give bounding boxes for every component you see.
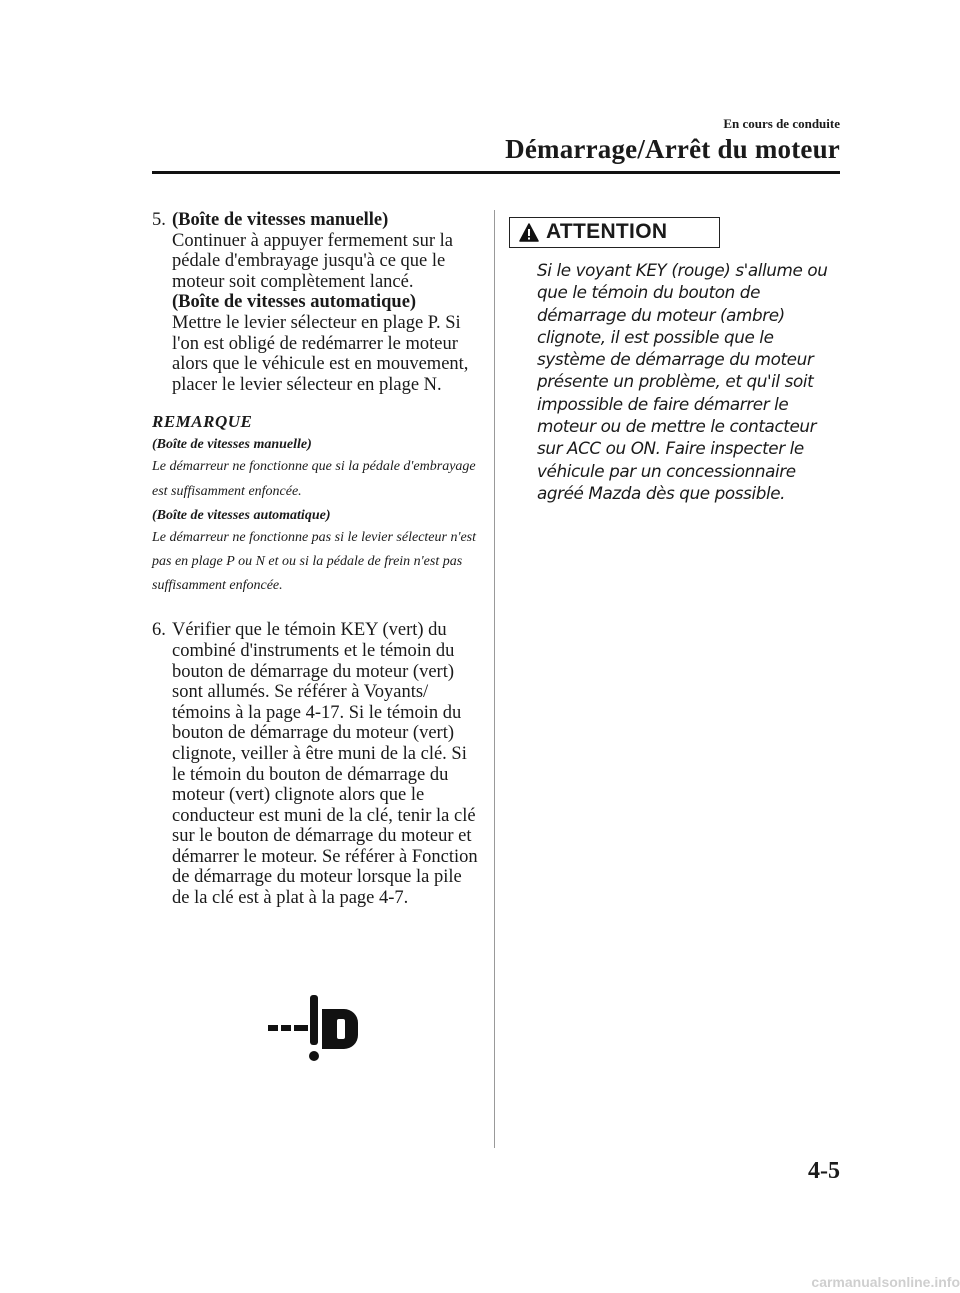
left-column <box>152 210 478 929</box>
warning-triangle-icon <box>519 223 539 242</box>
note-title: REMARQUE <box>152 412 253 432</box>
step-text: Vérifier que le témoin KEY (vert) du combiné d'instruments et le témoin du bouton de démarrage du moteur (vert) sont allumés. Se référer à Voyants/ témoins à la page 4-17. Si le témoin du bouton de démarrage du moteur (vert) clignote, veiller à être muni de la clé. Si le témoin du bouton de démarrage du moteur (vert) clignote alors que le conducteur est muni de la clé, tenir la clé sur le bouton de démarrage du moteur et démarrer le moteur. Se référer à Fonction de démarrage du moteur lorsque la pile de la clé est à plat à la page 4-7. <box>172 620 478 909</box>
step-text-auto: Mettre le levier sélecteur en plage P. Si l'on est obligé de redémarrer le moteur alors que le véhicule est en mouvement, placer le levier sélecteur en plage N. <box>172 312 469 395</box>
attention-text: Si le voyant KEY (rouge) s'allume ou que le témoin du bouton de démarrage du moteur (ambre) clignote, il est possible que le système de démarrage du moteur présente un problème, et qu'il soit impossible de faire démarrer le moteur ou de mettre le contacteur sur ACC ou ON. Faire inspecter le véhicule par un concessionnaire agréé Mazda dès que possible. <box>537 260 828 503</box>
note-heading-manual: (Boîte de vitesses manuelle) <box>152 437 312 453</box>
attention-label: ATTENTION <box>546 220 668 243</box>
page-number: 4-5 <box>808 1158 840 1184</box>
watermark: carmanualsonline.info <box>811 1274 960 1290</box>
step-text-manual: Continuer à appuyer fermement sur la pédale d'embrayage jusqu'à ce que le moteur soit complètement lancé. <box>172 230 453 292</box>
column-divider <box>494 210 495 1148</box>
section-label: En cours de conduite <box>723 116 840 131</box>
step-heading-manual: (Boîte de vitesses manuelle) <box>172 210 389 230</box>
note-block <box>152 411 478 598</box>
step-6 <box>152 620 478 908</box>
note-heading-auto: (Boîte de vitesses automatique) <box>152 507 331 523</box>
key-indicator-icon <box>266 993 362 1065</box>
step-5 <box>152 210 478 395</box>
note-text-auto: Le démarreur ne fonctionne pas si le levier sélecteur n'est pas en plage P ou N et ou si la pédale de frein n'est pas suffisamment enfoncée. <box>152 529 477 594</box>
step-number: 6. <box>152 620 166 641</box>
note-text-manual: Le démarreur ne fonctionne que si la pédale d'embrayage est suffisamment enfoncée. <box>152 459 476 499</box>
step-number: 5. <box>152 210 166 230</box>
step-heading-auto: (Boîte de vitesses automatique) <box>172 292 417 313</box>
attention-box <box>509 217 720 248</box>
page-title: Démarrage/Arrêt du moteur <box>505 134 840 164</box>
header-divider <box>152 171 840 174</box>
